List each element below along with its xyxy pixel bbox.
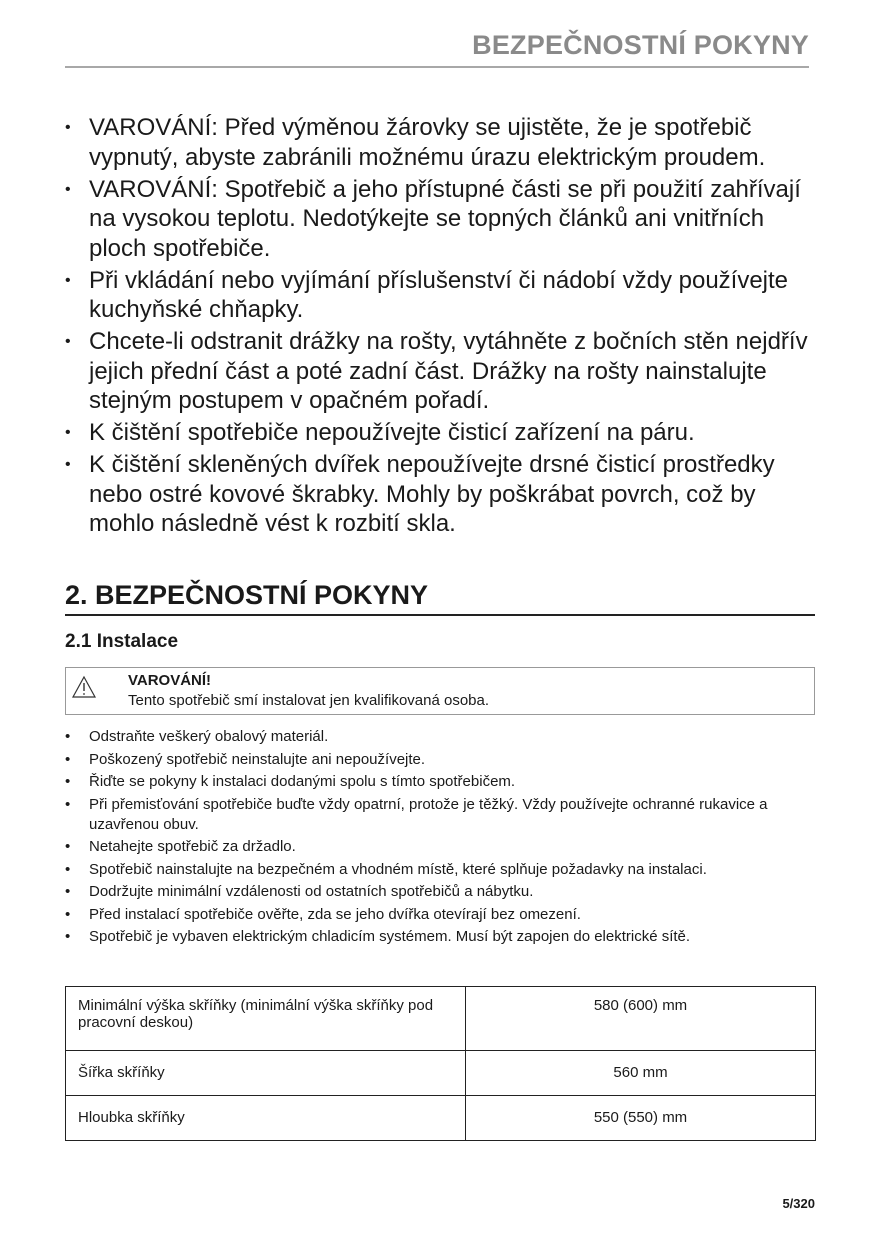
- table-cell-label: Minimální výška skříňky (minimální výška skříňky pod pracovní deskou): [66, 987, 466, 1051]
- dimensions-table: [65, 986, 816, 1141]
- list-item: • Odstraňte veškerý obalový materiál.: [65, 727, 819, 747]
- list-item: • Poškozený spotřebič neinstalujte ani nepoužívejte.: [65, 750, 819, 770]
- list-item: • VAROVÁNÍ: Před výměnou žárovky se ujistěte, že je spotřebič vypnutý, abyste zabránili možnému úrazu elektrickým proudem.: [65, 113, 819, 172]
- intro-bullet-list: [65, 113, 819, 541]
- list-item: • Před instalací spotřebiče ověřte, zda se jeho dvířka otevírají bez omezení.: [65, 905, 819, 925]
- table-cell-value: 550 (550) mm: [466, 1096, 816, 1141]
- warning-box: [65, 667, 815, 715]
- list-item: • Spotřebič je vybaven elektrickým chladicím systémem. Musí být zapojen do elektrické sítě.: [65, 927, 819, 947]
- table-cell-value: 560 mm: [466, 1051, 816, 1096]
- list-item: • Spotřebič nainstalujte na bezpečném a vhodném místě, které splňuje požadavky na instalaci.: [65, 860, 819, 880]
- table-cell-label: Šířka skříňky: [66, 1051, 466, 1096]
- list-item: • Dodržujte minimální vzdálenosti od ostatních spotřebičů a nábytku.: [65, 882, 819, 902]
- warning-triangle-icon: [71, 675, 97, 699]
- running-header: BEZPEČNOSTNÍ POKYNY: [472, 30, 809, 60]
- subsection-heading: 2.1 Instalace: [65, 631, 179, 652]
- list-item: • Při vkládání nebo vyjímání příslušenství či nádobí vždy používejte kuchyňské chňapky.: [65, 266, 819, 325]
- list-item: • Při přemisťování spotřebiče buďte vždy opatrní, protože je těžký. Vždy používejte ochranné rukavice a uzavřenou obuv.: [65, 795, 819, 835]
- table-row: [66, 987, 816, 1051]
- section-heading: 2. BEZPEČNOSTNÍ POKYNY: [65, 580, 815, 616]
- table-row: [66, 1096, 816, 1141]
- page-number: 5/320: [782, 1196, 815, 1211]
- table-row: [66, 1051, 816, 1096]
- list-item: • K čištění skleněných dvířek nepoužívejte drsné čisticí prostředky nebo ostré kovové škrabky. Mohly by poškrábat povrch, což by mohlo následně vést k rozbití skla.: [65, 450, 819, 539]
- install-bullet-list: [65, 727, 819, 950]
- list-item: • Chcete-li odstranit drážky na rošty, vytáhněte z bočních stěn nejdřív jejich přední část a poté zadní část. Drážky na rošty nainstalujte stejným postupem v opačném pořadí.: [65, 327, 819, 416]
- warning-text: Tento spotřebič smí instalovat jen kvalifikovaná osoba.: [128, 692, 490, 709]
- table-cell-value: 580 (600) mm: [466, 987, 816, 1051]
- header-divider: [65, 66, 809, 68]
- table-cell-label: Hloubka skříňky: [66, 1096, 466, 1141]
- list-item: • VAROVÁNÍ: Spotřebič a jeho přístupné části se při použití zahřívají na vysokou teplotu. Nedotýkejte se topných článků ani vnitřních ploch spotřebiče.: [65, 175, 819, 264]
- list-item: • Netahejte spotřebič za držadlo.: [65, 837, 819, 857]
- list-item: • Řiďte se pokyny k instalaci dodanými spolu s tímto spotřebičem.: [65, 772, 819, 792]
- list-item: • K čištění spotřebiče nepoužívejte čisticí zařízení na páru.: [65, 418, 819, 448]
- warning-title: VAROVÁNÍ!: [128, 672, 212, 689]
